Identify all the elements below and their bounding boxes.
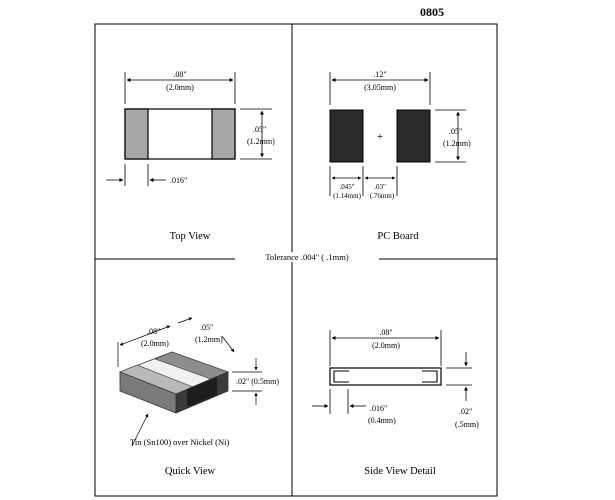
top-terminal-dim: .016" — [170, 176, 188, 185]
plating-note: Tin (Sn100) over Nickel (Ni) — [130, 437, 230, 447]
qv-width-mm: (1.2mm) — [195, 335, 223, 344]
pcb-height-mm: (1.2mm) — [443, 139, 471, 148]
side-view-title: Side View Detail — [364, 466, 436, 477]
top-width-in: .05" — [253, 125, 267, 134]
side-view-drawing — [312, 328, 479, 429]
top-length-in: .08" — [173, 70, 187, 79]
top-view-drawing — [106, 70, 275, 186]
quick-view-drawing — [118, 318, 279, 447]
right-pad — [397, 110, 430, 162]
top-width-mm: (1.2mm) — [247, 137, 275, 146]
sv-length-in: .08" — [379, 328, 393, 337]
pcb-span-in: .12" — [373, 70, 387, 79]
qv-length-mm: (2.0mm) — [141, 339, 169, 348]
sv-terminal-mm: (0.4mm) — [368, 416, 396, 425]
sv-thickness-mm: (.5mm) — [455, 420, 479, 429]
part-code: 0805 — [420, 5, 444, 19]
sv-terminal-in: .016" — [370, 404, 388, 413]
pcb-pad-in: .045" — [339, 183, 355, 191]
pc-board-title: PC Board — [377, 231, 419, 242]
pcb-pad-mm: (1.14mm) — [333, 192, 361, 200]
tolerance-label: Tolerance .004" ( .1mm) — [235, 252, 379, 262]
pc-board-drawing — [330, 70, 471, 200]
left-pad — [330, 110, 363, 162]
quick-view-title: Quick View — [164, 466, 216, 477]
sv-thickness-in: .02" — [459, 407, 473, 416]
right-terminal-top — [212, 109, 235, 159]
qv-width-in: .05" — [200, 323, 214, 332]
qv-thickness: .02" (0.5mm) — [236, 377, 280, 386]
top-length-mm: (2.0mm) — [166, 83, 194, 92]
left-terminal-top — [125, 109, 148, 159]
center-mark: + — [376, 131, 384, 143]
qv-length-in: .08" — [147, 327, 161, 336]
pcb-gap-mm: (.76mm) — [369, 192, 395, 200]
pcb-span-mm: (3.05mm) — [364, 83, 396, 92]
pcb-gap-in: .03" — [374, 183, 386, 191]
top-view-title: Top View — [169, 231, 211, 242]
pcb-height-in: .05" — [449, 127, 463, 136]
sv-length-mm: (2.0mm) — [372, 341, 400, 350]
